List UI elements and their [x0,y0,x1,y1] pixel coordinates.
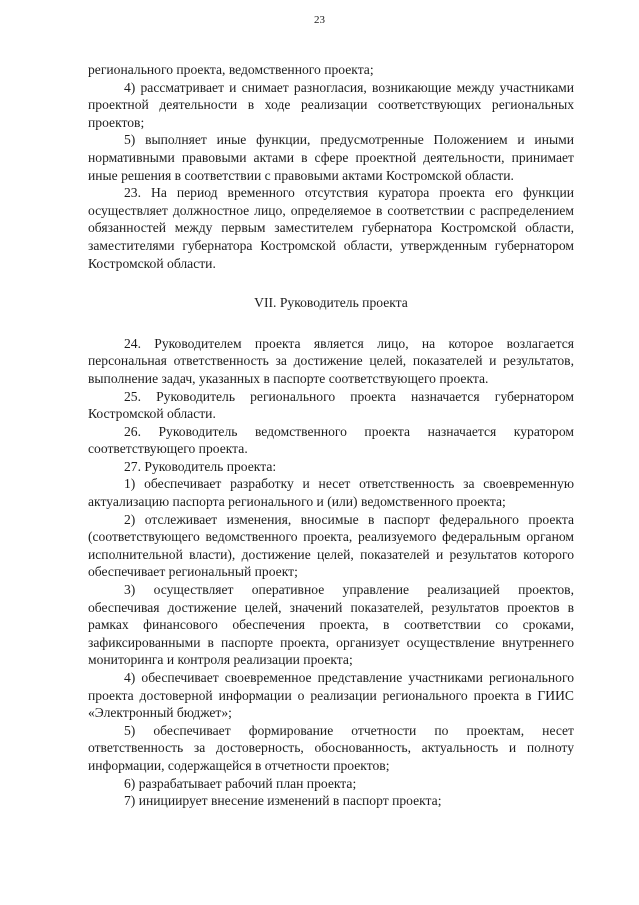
paragraph: 7) инициирует внесение изменений в паспорт проекта; [124,793,442,809]
document-body [88,61,574,810]
paragraph: 6) разрабатывает рабочий план проекта; [124,775,357,791]
paragraph: 24. Руководителем проекта является лицо, на которое возлагается персональная ответственность за достижение целей, показателей и результатов, выполнение задач, указанных в паспорте соответствующего проекта. [88,335,574,386]
paragraph: 3) осуществляет оперативное управление реализацией проектов, обеспечивая достижение целей, значений показателей, результатов проектов в рамках финансового обеспечения проекта, в соответствии со сроками, зафиксированными в паспорте проекта, организует осуществление внутреннего мониторинга и контроля реализации проекта; [88,582,574,668]
paragraph: 5) выполняет иные функции, предусмотренные Положением и иными нормативными правовыми актами в сфере проектной деятельности, принимает иные решения в соответствии с правовыми актами Костромской области. [88,132,574,183]
paragraph: 25. Руководитель регионального проекта назначается губернатором Костромской области. [88,388,574,422]
paragraph: 27. Руководитель проекта: [124,458,277,474]
paragraph: 2) отслеживает изменения, вносимые в паспорт федерального проекта (соответствующего ведомственного проекта, реализуемого федеральным органом исполнительной власти), достижение целей, показателей и результатов которого обеспечивает региональный проект; [88,511,574,580]
section-heading: VII. Руководитель проекта [254,295,408,311]
paragraph: 4) рассматривает и снимает разногласия, возникающие между участниками проектной деятельности в ходе реализации соответствующих региональных проектов; [88,79,574,130]
paragraph: 1) обеспечивает разработку и несет ответственность за своевременную актуализацию паспорта регионального и (или) ведомственного проекта; [88,476,574,510]
paragraph: регионального проекта, ведомственного проекта; [88,62,374,77]
paragraph: 5) обеспечивает формирование отчетности по проектам, несет ответственность за достоверность, обоснованность, актуальность и полноту информации, содержащейся в отчетности проектов; [88,722,574,773]
paragraph: 26. Руководитель ведомственного проекта назначается куратором соответствующего проекта. [88,423,574,457]
paragraph: 23. На период временного отсутствия куратора проекта его функции осуществляет должностное лицо, определяемое в соответствии с распределением обязанностей между первым заместителем губернатора Костромской области, заместителями губернатора Костромской области, утвержденным губернатором Костромской области. [88,185,574,271]
page-number: 23 [314,14,325,26]
paragraph: 4) обеспечивает своевременное представление участниками регионального проекта достоверной информации о реализации регионального проекта в ГИИС «Электронный бюджет»; [88,670,574,721]
